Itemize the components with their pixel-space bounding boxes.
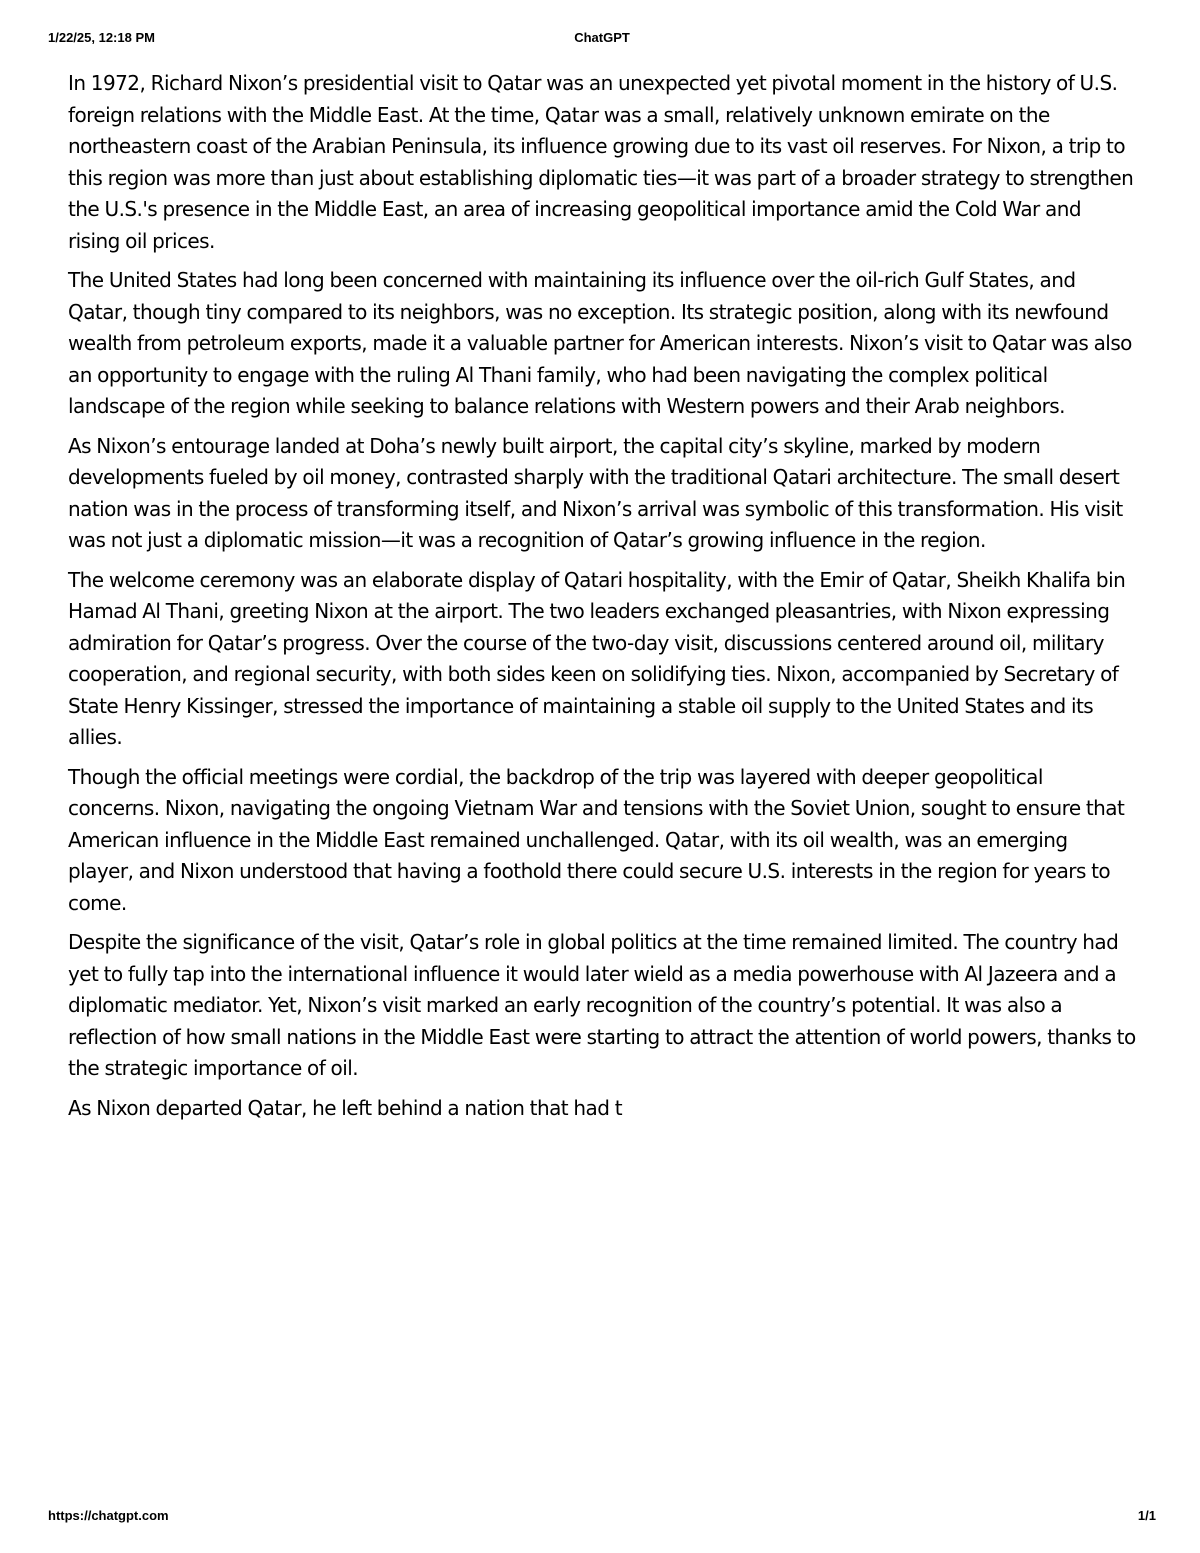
paragraph: The United States had long been concerned with maintaining its influence over the oil-rich Gulf States, and Qatar, though tiny compared to its neighbors, was no exception. Its strategic position, along with its newfound wealth from petroleum exports, made it a valuable partner for American interests. Nixon’s visit to Qatar was also an opportunity to engage with the ruling Al Thani family, who had been navigating the complex political landscape of the region while seeking to balance relations with Western powers and their Arab neighbors. <box>68 268 1132 418</box>
paragraph: As Nixon’s entourage landed at Doha’s newly built airport, the capital city’s skyline, marked by modern developments fueled by oil money, contrasted sharply with the traditional Qatari architecture. The small desert nation was in the process of transforming itself, and Nixon’s arrival was symbolic of this transformation. His visit was not just a diplomatic mission—it was a recognition of Qatar’s growing influence in the region. <box>68 433 1123 552</box>
print-page-title: ChatGPT <box>574 30 630 45</box>
paragraph: As Nixon departed Qatar, he left behind a nation that had t <box>68 1095 622 1120</box>
print-datetime: 1/22/25, 12:18 PM <box>48 30 155 45</box>
print-header <box>48 30 1156 50</box>
print-url: https://chatgpt.com <box>48 1508 169 1523</box>
paragraph: The welcome ceremony was an elaborate display of Qatari hospitality, with the Emir of Qatar, Sheikh Khalifa bin Hamad Al Thani, greeting Nixon at the airport. The two leaders exchanged pleasantries, with Nixon expressing admiration for Qatar’s progress. Over the course of the two-day visit, discussions centered around oil, military cooperation, and regional security, with both sides keen on solidifying ties. Nixon, accompanied by Secretary of State Henry Kissinger, stressed the importance of maintaining a stable oil supply to the United States and its allies. <box>68 567 1126 749</box>
document-body <box>68 68 1136 1132</box>
page-number: 1/1 <box>1137 1508 1156 1523</box>
paragraph: Despite the significance of the visit, Qatar’s role in global politics at the time remained limited. The country had yet to fully tap into the international influence it would later wield as a media powerhouse with Al Jazeera and a diplomatic mediator. Yet, Nixon’s visit marked an early recognition of the country’s potential. It was also a reflection of how small nations in the Middle East were starting to attract the attention of world powers, thanks to the strategic importance of oil. <box>68 930 1136 1080</box>
paragraph: Though the official meetings were cordial, the backdrop of the trip was layered with deeper geopolitical concerns. Nixon, navigating the ongoing Vietnam War and tensions with the Soviet Union, sought to ensure that American influence in the Middle East remained unchallenged. Qatar, with its oil wealth, was an emerging player, and Nixon understood that having a foothold there could secure U.S. interests in the region for years to come. <box>68 764 1125 915</box>
paragraph: In 1972, Richard Nixon’s presidential visit to Qatar was an unexpected yet pivotal moment in the history of U.S. foreign relations with the Middle East. At the time, Qatar was a small, relatively unknown emirate on the northeastern coast of the Arabian Peninsula, its influence growing due to its vast oil reserves. For Nixon, a trip to this region was more than just about establishing diplomatic ties—it was part of a broader strategy to strengthen the U.S.'s presence in the Middle East, an area of increasing geopolitical importance amid the Cold War and rising oil prices. <box>68 71 1134 253</box>
print-footer <box>48 1508 1156 1528</box>
